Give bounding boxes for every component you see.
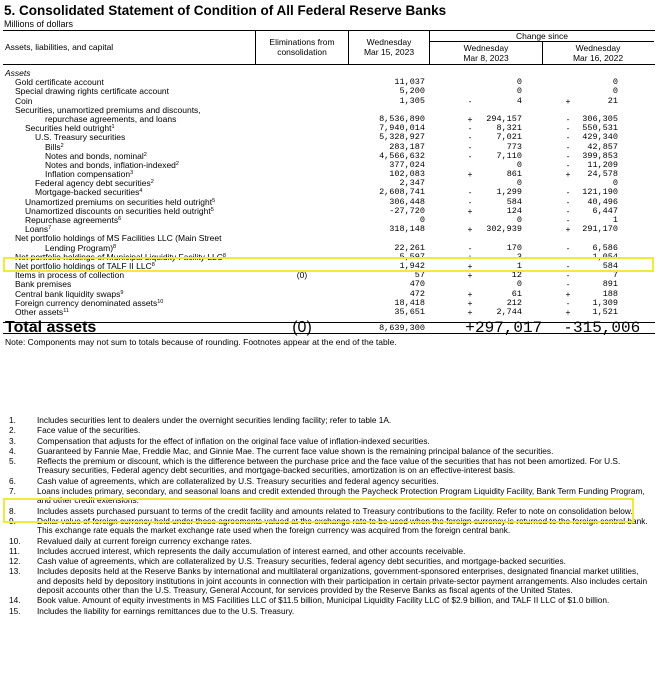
footnote-number: 5. — [9, 456, 16, 467]
row-eliminations: (0) — [296, 270, 308, 281]
row-current-value: 57 — [414, 270, 425, 281]
row-label: Foreign currency denominated assets$^{10}$ — [15, 297, 164, 308]
row-change-week: 302,939 — [486, 224, 522, 235]
row-sign-week: - — [468, 242, 472, 253]
header-eliminations-line1: Eliminations from — [269, 37, 335, 47]
row-change-week: 0 — [516, 159, 522, 170]
header-week-ago-line2: Mar 8, 2023 — [463, 53, 509, 63]
table-body — [3, 65, 655, 317]
row-change-year: 1,521 — [592, 306, 618, 317]
row-label: Items in process of collection — [15, 270, 125, 281]
footnote-number: 9. — [9, 515, 16, 526]
footnote-text: Reflects the premium or discount, which is the difference between the purchase price and the face value of the securities that has not been amortized. For U.S. Treasury securities, Federal agency debt securities, and mortgage-backed securities, amortization is on an effective-interest basis. — [37, 456, 621, 476]
footnote-item — [3, 447, 653, 456]
header-week-ago-line1: Wednesday — [463, 43, 509, 53]
row-change-week: 584 — [506, 196, 522, 207]
row-change-week: 0 — [516, 279, 522, 290]
footnote-item — [3, 547, 653, 556]
row-change-week: 0 — [516, 178, 522, 189]
footnote-text: Includes deposits held at the Reserve Banks by international and multilateral organizations, government-sponsored enterprises, designated financial market utilities, and deposits held by depository institutions in joint accounts in connection with their participation in certain private-sector payment arrangements. Also includes certain deposit accounts other than the U.S. Treasury, General Account, for services provided by the Reserve Banks as fiscal agents of the United States. — [37, 566, 648, 596]
row-sign-year: - — [566, 132, 570, 143]
row-change-week: 2,744 — [496, 306, 522, 317]
header-current-week-line2: Mar 15, 2023 — [363, 47, 415, 57]
row-change-year: 6,586 — [592, 242, 618, 253]
footnote-number: 12. — [9, 556, 21, 567]
footnote-number: 15. — [9, 605, 21, 616]
row-change-week: 3 — [516, 251, 522, 262]
footnote-item — [3, 457, 653, 476]
rounding-note: Note: Components may not sum to totals because of rounding. Footnotes appear at the end of the table. — [5, 337, 397, 348]
footnote-text: Includes the liability for earnings remittances due to the U.S. Treasury. — [37, 605, 295, 616]
row-change-year: 1 — [612, 215, 618, 225]
row-label: Unamortized premiums on securities held outright$^5$ — [25, 196, 216, 207]
footnote-ref: 8 — [113, 243, 117, 250]
row-label: Other assets$^{11}$ — [15, 306, 69, 317]
row-sign-year: + — [565, 306, 571, 317]
row-current-value: 18,418 — [394, 297, 425, 308]
row-label: Mortgage-backed securities$^4$ — [35, 187, 143, 198]
row-change-year: 188 — [602, 288, 618, 299]
total-change-year: 315,006 — [573, 319, 641, 338]
header-vline — [348, 31, 349, 64]
row-change-year: 121,190 — [582, 187, 618, 198]
row-change-week: 212 — [506, 297, 522, 308]
row-label: Net portfolio holdings of Municipal Liquidity Facility LLC$^8$ — [15, 251, 226, 262]
row-current-value: 470 — [409, 279, 425, 290]
footnote-number: 7. — [9, 486, 16, 497]
footnote-7-highlight — [3, 498, 634, 523]
footnote-ref: 9 — [120, 289, 124, 296]
footnote-text: Compensation that adjusts for the effect of inflation on the original face value of inflation-indexed securities. — [37, 435, 430, 446]
row-current-value: 8,536,890 — [379, 113, 425, 124]
table-row — [3, 133, 655, 142]
row-sign-week: + — [467, 169, 473, 180]
row-change-week: 12 — [511, 270, 522, 281]
row-sign-year: - — [566, 196, 570, 207]
page-title: 5. Consolidated Statement of Condition of All Federal Reserve Banks — [4, 3, 447, 18]
row-change-year: 42,857 — [587, 141, 618, 152]
footnote-ref: 2 — [60, 142, 64, 149]
row-sign-week: + — [467, 306, 473, 317]
footnote-text: Loans includes primary, secondary, and seasonal loans and credit extended through the Paycheck Protection Program Liquidity Facility, Bank Term Funding Program, and other credit extensions. — [37, 486, 645, 506]
header-current-week — [349, 37, 429, 57]
row-sign-year: - — [566, 187, 570, 198]
footnote-item — [3, 437, 653, 446]
footnote-item — [3, 477, 653, 486]
row-current-value: 2,608,741 — [379, 187, 425, 198]
footnote-ref: 5 — [212, 197, 216, 204]
row-change-week: 773 — [506, 141, 522, 152]
row-current-value: 35,651 — [394, 306, 425, 317]
table-header — [3, 30, 655, 65]
row-label: Coin — [15, 95, 33, 106]
total-change-week: 297,017 — [475, 319, 543, 338]
row-change-week: 861 — [506, 169, 522, 180]
footnote-item — [3, 426, 653, 435]
row-label: Securities held outright$^1$ — [25, 123, 115, 134]
footnote-ref: 1 — [111, 124, 115, 131]
row-change-year: 40,496 — [587, 196, 618, 207]
row-sign-week: - — [468, 123, 472, 134]
row-sign-year: - — [566, 297, 570, 308]
row-current-value: 283,187 — [389, 141, 425, 152]
row-label: Special drawing rights certificate account — [15, 86, 170, 97]
footnote-item — [3, 557, 653, 566]
row-sign-week: + — [467, 288, 473, 299]
footnote-text: Book value. Amount of equity investments in MS Facilities LLC of $11.5 billion, Municipal Liquidity Facility LLC of $2.9 billion, and TALF II LLC of $1.0 billion. — [37, 595, 610, 606]
row-current-value: 0 — [419, 215, 425, 225]
footnote-ref: 4 — [139, 188, 143, 195]
row-change-year: 550,531 — [582, 123, 618, 134]
table-row — [3, 271, 655, 280]
header-year-ago-line1: Wednesday — [575, 43, 621, 53]
row-current-value: 4,566,632 — [379, 150, 425, 161]
row-sign-week: + — [467, 297, 473, 308]
header-assets-col: Assets, liabilities, and capital — [5, 42, 114, 52]
footnote-number: 4. — [9, 445, 16, 456]
row-label: Gold certificate account — [15, 77, 104, 88]
row-change-week: 7,021 — [496, 132, 522, 143]
row-label: Securities, unamortized premiums and discounts, — [15, 104, 201, 115]
row-change-year: 891 — [602, 279, 618, 290]
row-sign-year: - — [566, 141, 570, 152]
footnote-number: 6. — [9, 475, 16, 486]
header-year-ago — [542, 43, 654, 63]
row-change-week: 170 — [506, 242, 522, 253]
row-change-year: 11,209 — [587, 159, 618, 170]
row-current-value: 5,200 — [399, 86, 425, 97]
footnote-text: Includes securities lent to dealers under the overnight securities lending facility; refer to table 1A. — [37, 415, 392, 425]
row-change-year: 6,447 — [592, 205, 618, 216]
row-sign-week: + — [467, 224, 473, 235]
footnote-text: Revalued daily at current foreign currency exchange rates. — [37, 535, 252, 546]
row-current-value: 1,942 — [399, 260, 425, 271]
row-current-value: -27,720 — [389, 205, 425, 216]
row-sign-week: - — [468, 141, 472, 152]
row-label: Central bank liquidity swaps$^9$ — [15, 288, 124, 299]
row-label: Federal agency debt securities$^2$ — [35, 178, 154, 189]
row-sign-year: - — [566, 123, 570, 134]
row-change-week: 0 — [516, 77, 522, 88]
row-current-value: 2,347 — [399, 178, 425, 189]
header-change-since: Change since — [516, 31, 568, 41]
table-row — [3, 308, 655, 317]
row-change-year: 1,309 — [592, 297, 618, 308]
row-sign-week: - — [468, 95, 472, 106]
header-week-ago — [430, 43, 542, 63]
row-current-value: 5,597 — [399, 251, 425, 262]
row-sign-week: + — [467, 113, 473, 124]
row-change-week: 1,299 — [496, 187, 522, 198]
total-row — [3, 319, 655, 338]
total-label: Total assets — [5, 319, 97, 337]
row-sign-year: + — [565, 95, 571, 106]
row-sign-year: - — [566, 113, 570, 124]
loans-row-highlight — [3, 257, 654, 272]
row-change-year: 306,305 — [582, 113, 618, 124]
row-change-year: 24,578 — [587, 169, 618, 180]
row-change-week: 0 — [516, 86, 522, 97]
row-current-value: 377,024 — [389, 159, 425, 170]
footnote-item — [3, 567, 653, 595]
row-sign-week: - — [468, 196, 472, 207]
row-change-year: 584 — [602, 260, 618, 271]
row-sign-week: + — [467, 205, 473, 216]
footnote-number: 3. — [9, 435, 16, 446]
row-change-year: 7 — [612, 270, 618, 281]
row-current-value: 11,037 — [394, 77, 425, 88]
row-current-value: 318,148 — [389, 224, 425, 235]
header-vline — [429, 31, 430, 64]
footnote-text: Dollar value of foreign currency held under these agreements valued at the exchange rate to be used when the foreign currency is returned to the foreign central bank. This exchange rate equals the market exchange rate used when the foreign currency was acquired from the foreign central bank. — [37, 515, 648, 536]
row-label: Bills$^2$ — [45, 141, 64, 152]
row-sign-year: - — [566, 215, 570, 225]
row-sign-year: - — [566, 270, 570, 281]
row-sign-year: + — [565, 169, 571, 180]
header-vline — [542, 41, 543, 64]
footnote-ref: 2 — [175, 160, 179, 167]
footnote-text: Cash value of agreements, which are collateralized by U.S. Treasury securities, federal agency debt securities, and mortgage-backed securities. — [37, 556, 566, 567]
row-current-value: 472 — [409, 288, 425, 299]
table-row — [3, 299, 655, 308]
row-current-value: 306,448 — [389, 196, 425, 207]
row-sign-year: - — [566, 205, 570, 216]
row-sign-year: - — [566, 242, 570, 253]
row-sign-year: - — [566, 150, 570, 161]
row-sign-week: + — [467, 260, 473, 271]
row-label: Net portfolio holdings of MS Facilities LLC (Main Street — [15, 233, 222, 244]
row-change-week: 7,110 — [496, 150, 522, 161]
footnote-ref: 5 — [210, 206, 214, 213]
row-label: repurchase agreements, and loans — [45, 113, 177, 124]
footnote-number: 11. — [9, 545, 20, 556]
footnote-number: 10. — [9, 535, 21, 546]
footnote-number: 2. — [9, 425, 16, 436]
row-sign-year: - — [566, 279, 570, 290]
row-change-year: 291,170 — [582, 224, 618, 235]
row-current-value: 22,261 — [394, 242, 425, 253]
footnote-item — [3, 596, 653, 605]
footnote-item — [3, 537, 653, 546]
row-label: Loans$^7$ — [25, 224, 52, 235]
footnote-number: 8. — [9, 505, 16, 516]
row-current-value: 102,083 — [389, 169, 425, 180]
header-vline — [255, 31, 256, 64]
row-sign-week: + — [467, 270, 473, 281]
row-label: Inflation compensation$^3$ — [45, 169, 134, 180]
footnote-number: 13. — [9, 566, 21, 577]
footnote-item — [3, 416, 653, 425]
row-label: Assets — [5, 68, 31, 78]
row-current-value: 7,940,014 — [379, 123, 425, 134]
table-row — [3, 87, 655, 96]
row-current-value: 1,305 — [399, 95, 425, 106]
footnote-text: Includes accrued interest, which represents the daily accumulation of interest earned, and other accounts receivable. — [37, 545, 466, 556]
row-label: Repurchase agreements$^6$ — [25, 215, 122, 225]
row-label: Unamortized discounts on securities held outright$^5$ — [25, 205, 214, 216]
row-label: Notes and bonds, inflation-indexed$^2$ — [45, 159, 179, 170]
footnote-text: Face value of the securities. — [37, 425, 141, 436]
row-change-week: 4 — [516, 95, 522, 106]
row-label: Lending Program)$^8$ — [45, 242, 117, 253]
row-label: Bank premises — [15, 279, 72, 290]
row-sign-year: + — [565, 224, 571, 235]
row-change-year: 21 — [607, 95, 618, 106]
row-label: Notes and bonds, nominal$^2$ — [45, 150, 147, 161]
row-label: Net portfolio holdings of TALF II LLC$^8$ — [15, 260, 155, 271]
row-sign-week: - — [468, 132, 472, 143]
footnote-text: Includes assets purchased pursuant to terms of the credit facility and amounts related to Treasury contributions to the facility. Refer to note on consolidation below. — [37, 505, 633, 516]
footnote-number: 14. — [9, 595, 21, 606]
row-sign-year: - — [566, 251, 570, 262]
total-wed: 8,639,300 — [379, 323, 425, 334]
row-change-year: 0 — [612, 178, 618, 189]
row-change-week: 124 — [506, 205, 522, 216]
row-sign-year: - — [566, 260, 570, 271]
header-eliminations — [256, 37, 348, 57]
footnote-item — [3, 607, 653, 616]
footnote-ref: 8 — [222, 252, 226, 259]
footnote-ref: 11 — [63, 307, 69, 314]
header-year-ago-line2: Mar 16, 2022 — [572, 53, 624, 63]
statement-table — [3, 30, 655, 347]
row-sign-week: - — [468, 187, 472, 198]
total-sign-year: - — [565, 319, 571, 337]
row-change-week: 0 — [516, 215, 522, 225]
units-subtitle: Millions of dollars — [4, 19, 74, 29]
row-change-week: 1 — [516, 260, 522, 271]
row-change-year: 0 — [612, 77, 618, 88]
footnote-ref: 3 — [130, 170, 134, 177]
footnote-number: 1. — [9, 415, 16, 425]
row-change-year: 1,054 — [592, 251, 618, 262]
row-change-week: 61 — [511, 288, 522, 299]
header-current-week-line1: Wednesday — [366, 37, 412, 47]
row-change-year: 0 — [612, 86, 618, 97]
table-row — [3, 216, 655, 225]
row-sign-week: + — [467, 251, 473, 262]
row-sign-week: - — [468, 150, 472, 161]
footnote-text: Cash value of agreements, which are collateralized by U.S. Treasury securities and federal agency securities. — [37, 475, 439, 486]
footnote-text: Guaranteed by Fannie Mae, Freddie Mac, and Ginnie Mae. The current face value shown is the remaining principal balance of the securities. — [37, 445, 554, 456]
row-change-year: 429,340 — [582, 132, 618, 143]
row-sign-year: - — [566, 159, 570, 170]
row-change-week: 294,157 — [486, 113, 522, 124]
total-elim: (0) — [292, 319, 312, 337]
footnote-ref: 10 — [157, 298, 164, 305]
row-change-year: 399,853 — [582, 150, 618, 161]
footnote-ref: 2 — [150, 179, 154, 186]
row-change-week: 8,321 — [496, 123, 522, 134]
row-current-value: 5,328,927 — [379, 132, 425, 143]
footnote-ref: 7 — [48, 225, 52, 232]
footnote-ref: 2 — [143, 151, 147, 158]
row-label: U.S. Treasury securities — [35, 132, 126, 143]
footnote-ref: 6 — [118, 216, 122, 222]
header-eliminations-line2: consolidation — [277, 47, 327, 57]
footnote-ref: 8 — [151, 261, 155, 268]
total-sign-week: + — [465, 319, 475, 337]
row-sign-year: + — [565, 288, 571, 299]
